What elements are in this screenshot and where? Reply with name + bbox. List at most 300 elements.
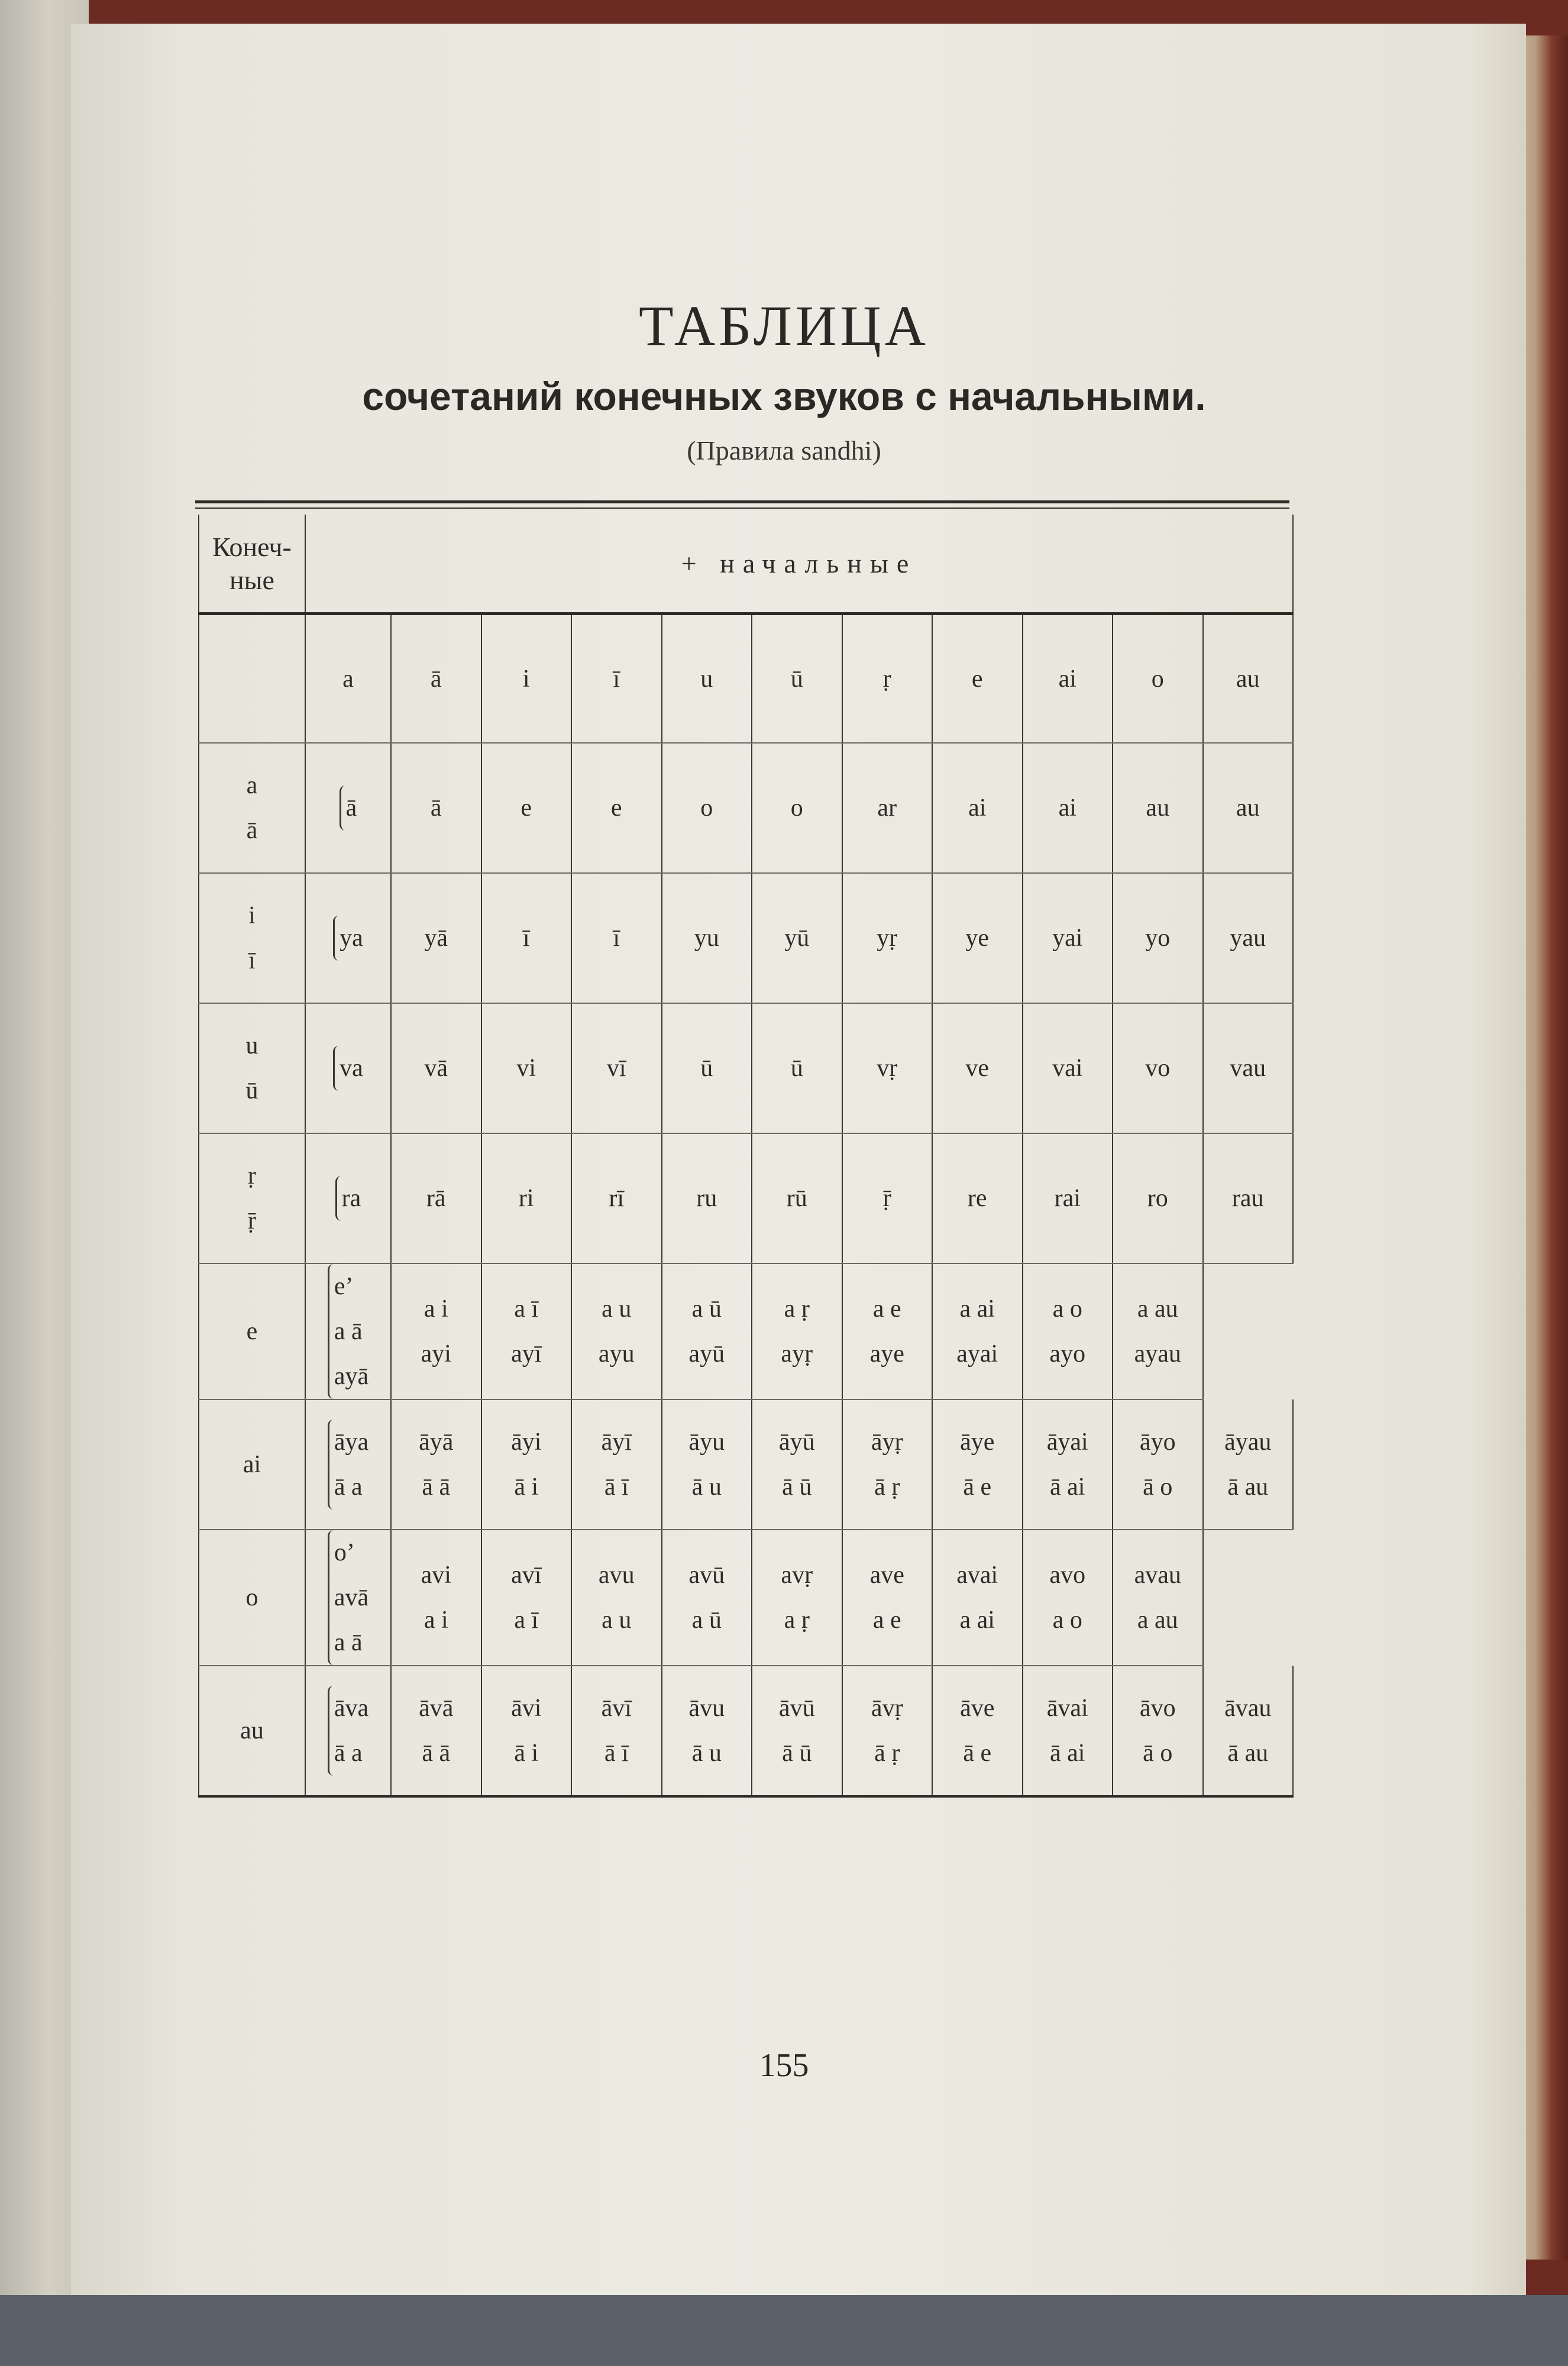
stacked-values bbox=[482, 1553, 571, 1643]
combination-lead-cell bbox=[305, 1530, 391, 1666]
combination-cell bbox=[932, 1133, 1023, 1263]
cell-line: āyṛ bbox=[871, 1428, 903, 1456]
final-sound-row bbox=[199, 1399, 1293, 1530]
initials-header: + начальные bbox=[305, 515, 1293, 614]
cell-line: avṛ bbox=[781, 1562, 813, 1589]
cell-line: āyau bbox=[1224, 1428, 1272, 1456]
initials-row bbox=[199, 614, 1293, 744]
stacked-values bbox=[572, 1176, 661, 1221]
cell-line: au bbox=[240, 1717, 264, 1744]
combination-cell bbox=[932, 1399, 1023, 1530]
stacked-values bbox=[482, 1420, 571, 1510]
stacked-values bbox=[933, 786, 1022, 830]
stacked-values bbox=[1023, 1287, 1113, 1376]
cell-line: avī bbox=[511, 1562, 542, 1589]
cell-line: ā ī bbox=[604, 1740, 629, 1767]
stacked-values bbox=[1113, 1420, 1202, 1510]
final-sound-cell bbox=[199, 1399, 305, 1530]
cell-line: ā o bbox=[1143, 1473, 1173, 1501]
cell-line: a bbox=[246, 772, 258, 799]
cell-line: ā e bbox=[963, 1740, 992, 1767]
cell-line: a u bbox=[602, 1295, 632, 1323]
cell-line: yu bbox=[694, 925, 719, 952]
cell-line: rū bbox=[786, 1185, 807, 1212]
cell-line: ā u bbox=[691, 1473, 722, 1501]
stacked-values bbox=[662, 786, 752, 830]
combination-cell bbox=[571, 873, 662, 1003]
initial-sound-cell: u bbox=[662, 614, 752, 744]
combination-cell bbox=[391, 1263, 481, 1399]
stacked-values bbox=[752, 786, 842, 830]
combination-cell bbox=[842, 1399, 933, 1530]
combination-cell bbox=[1203, 1399, 1294, 1530]
combination-cell bbox=[1203, 873, 1294, 1003]
cell-line: avau bbox=[1134, 1562, 1181, 1589]
stacked-values bbox=[1113, 786, 1202, 830]
combination-cell bbox=[932, 743, 1023, 873]
brace-group bbox=[328, 1264, 368, 1399]
stacked-values bbox=[933, 916, 1022, 961]
cell-line: au bbox=[1236, 794, 1260, 822]
combination-cell bbox=[1023, 1263, 1113, 1399]
cell-line: ayai bbox=[956, 1340, 998, 1368]
combination-cell bbox=[1113, 873, 1203, 1003]
stacked-values bbox=[199, 1309, 305, 1354]
combination-cell bbox=[1023, 1666, 1113, 1796]
combination-cell bbox=[481, 1003, 572, 1133]
initial-sound-cell: ā bbox=[391, 614, 481, 744]
stacked-values bbox=[752, 916, 842, 961]
combination-cell bbox=[481, 743, 572, 873]
stacked-values bbox=[1023, 1176, 1113, 1221]
cell-line: a ā bbox=[334, 1629, 363, 1656]
cell-line: ū bbox=[245, 1077, 258, 1104]
combination-lead-cell bbox=[305, 743, 391, 873]
combination-cell bbox=[481, 1263, 572, 1399]
cell-line: āvi bbox=[511, 1695, 542, 1722]
cell-line: re bbox=[967, 1185, 987, 1212]
stacked-values bbox=[752, 1553, 842, 1643]
cell-line: ra bbox=[341, 1185, 361, 1212]
stacked-values bbox=[199, 893, 305, 983]
cell-line: ā ṛ bbox=[874, 1740, 900, 1767]
stacked-values bbox=[1113, 916, 1202, 961]
final-sound-row bbox=[199, 873, 1293, 1003]
stacked-values bbox=[1113, 1553, 1202, 1643]
stacked-values bbox=[572, 1046, 661, 1091]
stacked-values bbox=[1113, 1287, 1202, 1376]
combination-cell bbox=[662, 1003, 752, 1133]
cell-line: ā e bbox=[963, 1473, 992, 1501]
cell-line: ā bbox=[345, 794, 357, 822]
initial-sound-cell: ū bbox=[752, 614, 842, 744]
cell-line: ayu bbox=[598, 1340, 635, 1368]
combination-cell bbox=[1113, 1263, 1203, 1399]
combination-cell bbox=[662, 1263, 752, 1399]
cell-line: ā i bbox=[514, 1740, 539, 1767]
cell-line: āvṛ bbox=[871, 1695, 903, 1722]
stacked-values bbox=[572, 1553, 661, 1643]
stacked-values bbox=[843, 1287, 932, 1376]
combination-cell bbox=[1203, 1666, 1294, 1796]
corner-label: Конеч- bbox=[212, 531, 292, 562]
cell-line: vī bbox=[606, 1055, 626, 1082]
cell-line: vā bbox=[424, 1055, 448, 1082]
stacked-values bbox=[1023, 916, 1113, 961]
final-sound-cell bbox=[199, 1003, 305, 1133]
cell-line: au bbox=[1146, 794, 1170, 822]
combination-cell bbox=[842, 743, 933, 873]
cell-line: ro bbox=[1147, 1185, 1168, 1212]
cell-line: ye bbox=[965, 925, 990, 952]
combination-cell bbox=[932, 1530, 1023, 1666]
page-title: ТАБЛИЦА bbox=[638, 294, 929, 357]
initial-sound-cell: ai bbox=[1023, 614, 1113, 744]
cell-line: āyu bbox=[688, 1428, 725, 1456]
stacked-values bbox=[572, 1420, 661, 1510]
cell-line: ri bbox=[518, 1185, 534, 1212]
combination-cell bbox=[752, 873, 842, 1003]
stacked-values bbox=[392, 916, 481, 961]
stacked-values bbox=[662, 916, 752, 961]
cell-line: yā bbox=[424, 925, 448, 952]
cell-line: ā a bbox=[334, 1740, 363, 1767]
stacked-values bbox=[1023, 786, 1113, 830]
initial-sound-cell: e bbox=[932, 614, 1023, 744]
combination-cell bbox=[481, 1133, 572, 1263]
stacked-values bbox=[933, 1287, 1022, 1376]
stacked-values bbox=[752, 1287, 842, 1376]
combination-cell bbox=[1023, 1003, 1113, 1133]
cell-line: a u bbox=[602, 1607, 632, 1634]
combination-cell bbox=[571, 1530, 662, 1666]
cell-line: ayo bbox=[1049, 1340, 1086, 1368]
cell-line: vi bbox=[516, 1055, 536, 1082]
stacked-values bbox=[572, 1287, 661, 1376]
cell-line: ayā bbox=[334, 1363, 369, 1390]
cell-line: ru bbox=[696, 1185, 717, 1212]
stacked-values bbox=[752, 1420, 842, 1510]
cell-line: o’ bbox=[334, 1539, 355, 1566]
stacked-values bbox=[1204, 1420, 1293, 1510]
cell-line: o bbox=[245, 1584, 258, 1611]
cell-line: āvau bbox=[1224, 1694, 1272, 1722]
stacked-values bbox=[1113, 1686, 1202, 1776]
stacked-values bbox=[392, 1287, 481, 1376]
cell-line: ā ū bbox=[782, 1473, 812, 1501]
stacked-values bbox=[752, 1686, 842, 1776]
combination-cell bbox=[752, 1133, 842, 1263]
combination-lead-cell bbox=[305, 1263, 391, 1399]
corner-label: ные bbox=[229, 564, 274, 595]
cell-line: a au bbox=[1137, 1607, 1178, 1634]
cell-line: ī bbox=[613, 925, 620, 952]
brace-group bbox=[333, 916, 363, 961]
combination-cell bbox=[391, 1003, 481, 1133]
cell-line: ā ū bbox=[782, 1740, 812, 1767]
stacked-values bbox=[843, 1420, 932, 1510]
scan-background bbox=[0, 2295, 1568, 2366]
cell-line: āvai bbox=[1046, 1695, 1088, 1722]
combination-cell bbox=[932, 873, 1023, 1003]
combination-cell bbox=[481, 1399, 572, 1530]
combination-cell bbox=[481, 1666, 572, 1796]
final-sound-row bbox=[199, 1666, 1293, 1796]
combination-cell bbox=[391, 1133, 481, 1263]
cell-line: a ṛ bbox=[784, 1607, 810, 1634]
cell-line: ai bbox=[968, 794, 987, 822]
cell-line: avū bbox=[688, 1562, 725, 1589]
combination-cell bbox=[391, 873, 481, 1003]
cell-line: ai bbox=[243, 1451, 261, 1478]
cell-line: āyī bbox=[601, 1428, 632, 1456]
cell-line: ī bbox=[248, 947, 256, 974]
cell-line: avā bbox=[334, 1584, 369, 1611]
combination-cell bbox=[1113, 1530, 1203, 1666]
stacked-values bbox=[392, 1420, 481, 1510]
cell-line: e’ bbox=[334, 1273, 354, 1300]
initial-sound-cell: a bbox=[305, 614, 391, 744]
stacked-values bbox=[933, 1046, 1022, 1091]
stacked-values bbox=[662, 1176, 752, 1221]
cell-line: vau bbox=[1230, 1055, 1266, 1082]
cell-line: ar bbox=[877, 794, 897, 822]
combination-cell bbox=[1113, 1666, 1203, 1796]
cell-line: ā bbox=[430, 794, 442, 822]
cell-line: va bbox=[340, 1055, 363, 1082]
combination-cell bbox=[752, 743, 842, 873]
stacked-values bbox=[843, 786, 932, 830]
combination-cell bbox=[571, 1666, 662, 1796]
cell-line: ā ai bbox=[1050, 1740, 1085, 1767]
combination-cell bbox=[571, 1003, 662, 1133]
stacked-values bbox=[482, 1176, 571, 1221]
cell-line: ā ā bbox=[422, 1740, 451, 1767]
combination-cell bbox=[391, 1399, 481, 1530]
stacked-values bbox=[933, 1176, 1022, 1221]
cell-line: a ai bbox=[959, 1607, 995, 1634]
cell-line: ayṛ bbox=[781, 1340, 813, 1368]
combination-cell bbox=[1113, 1399, 1203, 1530]
cell-line: u bbox=[245, 1032, 258, 1059]
combination-cell bbox=[1113, 743, 1203, 873]
cell-line: yo bbox=[1145, 925, 1171, 952]
combination-cell bbox=[391, 743, 481, 873]
cell-line: ayi bbox=[421, 1340, 451, 1368]
cell-line: o bbox=[700, 794, 713, 822]
cell-line: āyū bbox=[778, 1428, 815, 1456]
cell-line: a i bbox=[423, 1295, 448, 1323]
cell-line: ve bbox=[965, 1055, 990, 1082]
cell-line: āyai bbox=[1046, 1428, 1088, 1456]
cell-line: ā a bbox=[334, 1473, 363, 1501]
combination-lead-cell bbox=[305, 1666, 391, 1796]
cell-line: a o bbox=[1052, 1295, 1082, 1323]
combination-cell bbox=[662, 873, 752, 1003]
combination-cell bbox=[842, 1003, 933, 1133]
stacked-values bbox=[1023, 1686, 1113, 1776]
stacked-values bbox=[1113, 1176, 1202, 1221]
combination-cell bbox=[391, 1666, 481, 1796]
combination-cell bbox=[1023, 1399, 1113, 1530]
initial-sound-cell: i bbox=[481, 614, 572, 744]
cell-line: avi bbox=[421, 1562, 451, 1589]
cell-line: āya bbox=[334, 1428, 369, 1456]
combination-cell bbox=[1023, 1530, 1113, 1666]
cell-line: ā bbox=[246, 817, 258, 844]
combination-cell bbox=[662, 1530, 752, 1666]
stacked-values bbox=[1204, 1176, 1293, 1221]
empty-cell bbox=[199, 614, 305, 744]
stacked-values bbox=[199, 1442, 305, 1487]
combination-cell bbox=[1113, 1133, 1203, 1263]
cell-line: e bbox=[520, 794, 532, 822]
cell-line: a au bbox=[1137, 1295, 1178, 1323]
cell-line: ayū bbox=[688, 1340, 725, 1368]
cell-line: ā ai bbox=[1050, 1473, 1085, 1501]
stacked-values bbox=[1023, 1046, 1113, 1091]
cell-line: yṛ bbox=[877, 925, 898, 952]
stacked-values bbox=[482, 1287, 571, 1376]
initial-sound-cell: ṛ bbox=[842, 614, 933, 744]
cell-line: ā ī bbox=[604, 1473, 629, 1501]
combination-cell bbox=[1023, 873, 1113, 1003]
combination-cell bbox=[842, 1133, 933, 1263]
stacked-values bbox=[933, 1553, 1022, 1643]
brace-group bbox=[328, 1686, 368, 1776]
cell-line: ayau bbox=[1134, 1340, 1181, 1368]
stacked-values bbox=[482, 1046, 571, 1091]
cell-line: ā au bbox=[1227, 1739, 1269, 1767]
combination-cell bbox=[1203, 743, 1294, 873]
stacked-values bbox=[843, 1686, 932, 1776]
page-number: 155 bbox=[759, 2047, 809, 2084]
combination-cell bbox=[571, 1399, 662, 1530]
cell-line: āyā bbox=[419, 1428, 454, 1456]
cell-line: ū bbox=[700, 1055, 713, 1082]
cell-line: rai bbox=[1054, 1185, 1081, 1212]
initial-sound-cell: o bbox=[1113, 614, 1203, 744]
initial-sound-cell: ī bbox=[571, 614, 662, 744]
cell-line: vo bbox=[1145, 1055, 1171, 1082]
stacked-values bbox=[199, 1575, 305, 1620]
header-rule-thick bbox=[195, 500, 1289, 503]
combination-cell bbox=[662, 743, 752, 873]
combination-cell bbox=[842, 1666, 933, 1796]
cell-line: ā i bbox=[514, 1473, 539, 1501]
stacked-values bbox=[392, 1553, 481, 1643]
cell-line: a ū bbox=[691, 1607, 722, 1634]
final-sound-cell bbox=[199, 743, 305, 873]
header-row bbox=[199, 515, 1293, 614]
cell-line: ai bbox=[1058, 794, 1076, 822]
cell-line: ī bbox=[522, 925, 530, 952]
cell-line: vṛ bbox=[877, 1055, 898, 1082]
cell-line: ā u bbox=[691, 1740, 722, 1767]
cell-line: rau bbox=[1231, 1185, 1264, 1212]
cell-line: a e bbox=[872, 1295, 901, 1323]
brace-group bbox=[328, 1420, 368, 1510]
stacked-values bbox=[662, 1046, 752, 1091]
cell-line: i bbox=[248, 902, 256, 929]
final-sound-cell bbox=[199, 873, 305, 1003]
cell-line: ya bbox=[340, 925, 363, 952]
stacked-values bbox=[752, 1046, 842, 1091]
final-sound-row bbox=[199, 1003, 1293, 1133]
page-subtitle: сочетаний конечных звуков с начальными. bbox=[362, 374, 1206, 418]
header-rule-thin bbox=[195, 508, 1289, 509]
combination-cell bbox=[932, 1666, 1023, 1796]
stacked-values bbox=[392, 1046, 481, 1091]
combination-cell bbox=[932, 1003, 1023, 1133]
combination-cell bbox=[481, 873, 572, 1003]
cell-line: a ī bbox=[514, 1295, 539, 1323]
combination-lead-cell bbox=[305, 1003, 391, 1133]
cell-line: āvī bbox=[601, 1695, 632, 1722]
stacked-values bbox=[662, 1420, 752, 1510]
combination-cell bbox=[571, 1263, 662, 1399]
stacked-values bbox=[662, 1287, 752, 1376]
stacked-values bbox=[572, 916, 661, 961]
combination-cell bbox=[752, 1530, 842, 1666]
combination-cell bbox=[752, 1003, 842, 1133]
stacked-values bbox=[843, 1176, 932, 1221]
cell-line: ā au bbox=[1227, 1473, 1269, 1501]
stacked-values bbox=[392, 1176, 481, 1221]
combination-cell bbox=[1203, 1133, 1294, 1263]
final-sound-row bbox=[199, 743, 1293, 873]
final-sound-cell bbox=[199, 1530, 305, 1666]
combination-cell bbox=[662, 1666, 752, 1796]
cell-line: āve bbox=[960, 1695, 995, 1722]
cell-line: rā bbox=[426, 1185, 446, 1212]
cell-line: ṝ bbox=[248, 1207, 256, 1234]
cell-line: a ū bbox=[691, 1295, 722, 1323]
stacked-values bbox=[1204, 916, 1293, 961]
final-sound-row bbox=[199, 1133, 1293, 1263]
stacked-values bbox=[1204, 1686, 1293, 1776]
combination-cell bbox=[932, 1263, 1023, 1399]
stacked-values bbox=[199, 1153, 305, 1243]
stacked-values bbox=[1113, 1046, 1202, 1091]
cell-line: yau bbox=[1230, 925, 1266, 952]
cell-line: e bbox=[246, 1318, 258, 1345]
brace-group bbox=[335, 1176, 361, 1221]
combination-cell bbox=[481, 1530, 572, 1666]
brace-group bbox=[328, 1530, 368, 1665]
combination-lead-cell bbox=[305, 873, 391, 1003]
final-sound-cell bbox=[199, 1666, 305, 1796]
cell-line: āvū bbox=[778, 1695, 815, 1722]
cell-line: avo bbox=[1049, 1562, 1086, 1589]
cell-line: yai bbox=[1052, 925, 1083, 952]
initial-sound-cell: au bbox=[1203, 614, 1294, 744]
cell-line: ṛ bbox=[248, 1162, 256, 1190]
stacked-values bbox=[199, 1023, 305, 1113]
cell-line: ave bbox=[869, 1562, 904, 1589]
cell-line: ṝ bbox=[882, 1185, 891, 1212]
cell-line: āvu bbox=[688, 1695, 725, 1722]
corner-cell bbox=[199, 515, 305, 614]
combination-cell bbox=[1023, 743, 1113, 873]
stacked-values bbox=[1204, 786, 1293, 830]
final-sound-cell bbox=[199, 1263, 305, 1399]
combination-lead-cell bbox=[305, 1133, 391, 1263]
cell-line: aye bbox=[869, 1340, 904, 1368]
cell-line: avu bbox=[598, 1562, 635, 1589]
combination-cell bbox=[752, 1399, 842, 1530]
combination-cell bbox=[1023, 1133, 1113, 1263]
